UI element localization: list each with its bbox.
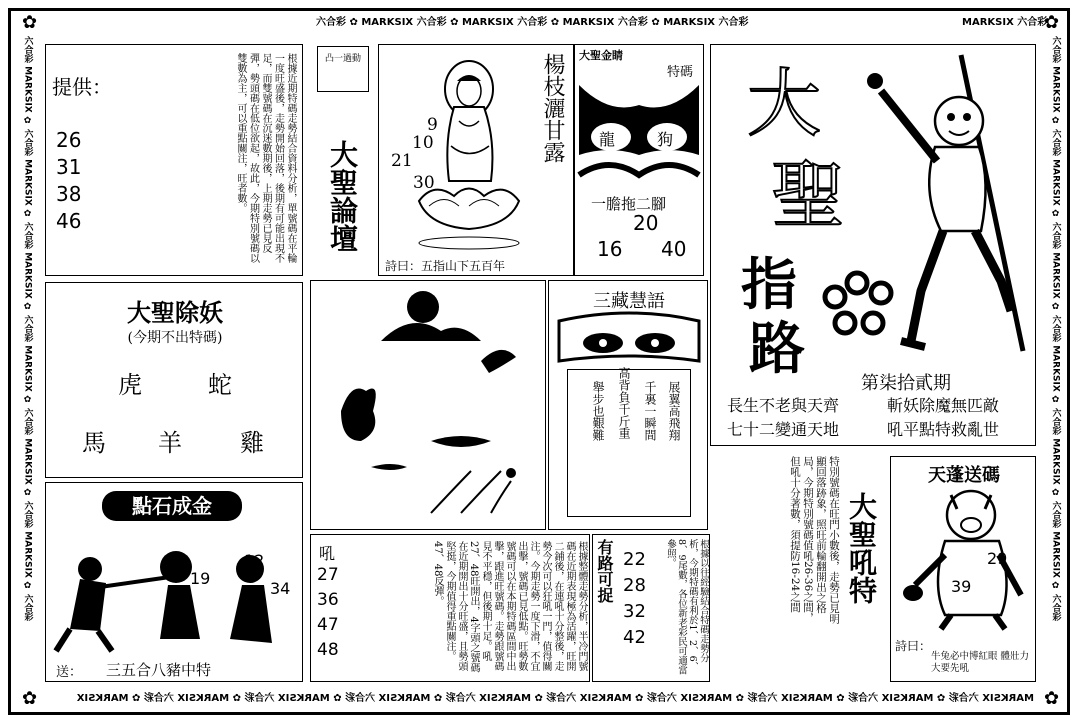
brand-word: MARKSIX (1050, 438, 1061, 485)
provider-number: 38 (56, 182, 82, 206)
golden-eye-num: 40 (661, 237, 687, 261)
guanyin-num: 30 (413, 173, 435, 193)
pig-num: 39 (951, 577, 972, 596)
tripitaka-panel (548, 280, 708, 530)
brand-chinese: 六合彩 (22, 36, 33, 63)
brand-chinese: 六合彩 (22, 594, 33, 622)
hero-big-char: 聖 (771, 153, 845, 239)
flower-icon: ✿ (1044, 12, 1060, 33)
golden-eye-header: 大聖金睛 (579, 49, 623, 62)
flower-icon: ✿ (22, 12, 38, 33)
roar-label: 吼 (319, 544, 336, 563)
provider-number: 26 (56, 128, 82, 152)
brand-word: MARKSIX (22, 66, 33, 113)
path-numbers (623, 547, 646, 651)
gold-num: 12 (244, 551, 265, 570)
guanyin-panel (378, 44, 574, 276)
roar-panel (310, 534, 590, 682)
hero-sub-char: 路 (749, 317, 805, 382)
brand-chinese: 六合彩 (244, 693, 275, 704)
golden-eye-caption: 一膽拖二腳 (591, 195, 667, 213)
zodiac-subtitle: (今期不出特碼) (127, 330, 223, 346)
brand-chinese: 六合彩 (22, 222, 33, 250)
eye-left-label: 龍 (599, 130, 616, 149)
brand-word: MARKSIX (76, 693, 129, 704)
zodiac-char: 雞 (240, 429, 264, 457)
issue-number: 第柒拾貳期 (861, 373, 951, 394)
tripitaka-col: 舉步也艱難 (591, 381, 605, 441)
pig-poem: 牛兔必中博紅眼 體壯力大要先吼 (931, 651, 1030, 674)
flower-icon: ✿ (1044, 688, 1060, 709)
brand-chinese: 六合彩 (1050, 315, 1061, 343)
brand-word: MARKSIX (22, 159, 33, 206)
zodiac-panel (45, 282, 303, 478)
path-number: 28 (623, 575, 646, 596)
forum-badge-text: 凸一過動 (324, 54, 361, 64)
brand-word: MARKSIX (663, 17, 716, 28)
flower-icon: ✿ (349, 17, 358, 28)
flower-icon: ✿ (550, 17, 560, 28)
provider-analysis-text: 根據近期特碼走勢結合資料分析，單號碼在平輪一度旺盛後，走勢開始回落，後期有可能出現不足，而雙號碼在沉迷數期後，上期走勢已見反彈，勢頭碼在低位欲起，故此，今期特別號碼以雙數為主，可以重點關注，旺者數。 (235, 53, 296, 263)
brand-chinese: 六合彩 (848, 693, 879, 704)
brand-word: MARKSIX (579, 693, 632, 704)
brand-word: MARKSIX (22, 345, 33, 392)
landscape-panel (310, 280, 546, 530)
special-text: 特別號碼在旺門小數後，走勢已見明顯回落跡象，照旺前輪翻開出之格局，今期特別號碼值吼26-36之間，但吼十分著數，須提防16-24之間 (789, 456, 840, 624)
tripitaka-col: 千裏一瞬間 (643, 381, 657, 441)
brand-word: MARKSIX (22, 531, 33, 578)
forum-panel (263, 44, 373, 276)
brand-word: MARKSIX (361, 17, 414, 28)
brand-chinese: 六合彩 (747, 693, 778, 704)
guanyin-num: 10 (412, 133, 434, 153)
brand-word: MARKSIX (1050, 345, 1061, 392)
zodiac-title: 大聖除妖 (127, 299, 223, 327)
path-number: 22 (623, 549, 646, 570)
tripitaka-title: 三藏慧語 (593, 291, 665, 312)
zodiac-char: 羊 (158, 429, 182, 457)
brand-word: MARKSIX (1050, 66, 1061, 113)
hero-sub-char: 指 (741, 253, 797, 318)
brand-word: MARKSIX (22, 438, 33, 485)
hero-big-char: 大 (747, 61, 821, 147)
provider-number: 31 (56, 155, 82, 179)
eye-right-label: 狗 (657, 130, 674, 149)
flower-icon: ✿ (651, 17, 660, 28)
guanyin-title: 楊枝灑甘露 (540, 53, 565, 163)
flower-icon: ✿ (22, 688, 38, 709)
gold-footer: 三五合八豬中特 (106, 661, 212, 679)
brand-word: MARKSIX (562, 17, 615, 28)
brand-chinese: 六合彩 (22, 501, 33, 529)
hero-line: 斬妖除魔無匹敵 (887, 396, 1000, 415)
pig-num: 29 (987, 549, 1008, 568)
pig-illustration (901, 485, 1027, 631)
brand-word: MARKSIX (781, 693, 833, 704)
brand-word: MARKSIX (1050, 531, 1061, 578)
brand-chinese: 六合彩 (1050, 129, 1061, 157)
zodiac-char: 虎 (118, 371, 142, 399)
golden-eye-num: 20 (633, 211, 659, 235)
brand-chinese: 六合彩 (316, 17, 346, 28)
pig-poem-label: 詩曰： (895, 639, 932, 653)
brand-chinese: 六合彩 (617, 17, 648, 28)
brand-chinese: 六合彩 (718, 17, 749, 28)
path-panel (592, 534, 710, 682)
special-title: 大聖吼特 (845, 492, 878, 604)
gold-num: 34 (270, 579, 291, 598)
brand-chinese: 六合彩 (517, 17, 548, 28)
brand-word: MARKSIX (461, 17, 514, 28)
gold-title-banner (102, 491, 242, 521)
top-brand-strip (316, 14, 749, 32)
golden-balls-icon (823, 269, 899, 339)
brand-chinese: 六合彩 (22, 408, 33, 436)
brand-chinese: 六合彩 (416, 17, 447, 28)
pig-panel (890, 456, 1036, 682)
brand-chinese: 六合彩 (546, 693, 577, 704)
brand-chinese: 六合彩 (345, 693, 376, 704)
brand-word: MARKSIX (378, 693, 431, 704)
brand-chinese: 六合彩 (1050, 222, 1061, 250)
path-title: 有路可捉 (595, 539, 614, 603)
golden-eye-num: 16 (597, 237, 623, 261)
roar-number: 36 (317, 590, 339, 610)
forum-title: 大聖論壇 (326, 140, 359, 252)
path-number: 32 (623, 601, 646, 622)
tripitaka-col: 展翼高飛翔 (667, 381, 681, 441)
brand-chinese: 六合彩 (445, 693, 476, 704)
guanyin-num: 9 (427, 115, 438, 135)
special-panel (714, 452, 888, 682)
brand-chinese: 六合彩 (22, 129, 33, 157)
flower-icon: ✿ (450, 17, 459, 28)
roar-number: 48 (317, 640, 339, 660)
zodiac-char: 馬 (82, 429, 106, 457)
provider-label: 提供： (52, 75, 112, 99)
guanyin-num: 21 (391, 151, 413, 171)
brand-word: MARKSIX (1050, 252, 1061, 299)
gold-send-label: 送： (56, 665, 83, 680)
provider-numbers (56, 127, 81, 235)
brand-word: MARKSIX (1050, 159, 1061, 206)
forum-badge (317, 46, 369, 92)
landscape-illustration (311, 281, 545, 529)
top-right-brand (962, 14, 1048, 32)
path-text: 根據以往經驗結合特碼走勢分析，今期特碼有利於1、2、6、8、9尾數，各位新老彩民可適當參照。 (665, 539, 709, 675)
brand-chinese: 六合彩 (22, 315, 33, 343)
bottom-brand-strip: MARKSIX 六合彩 ✿ MARKSIX 六合彩 ✿ MARKSIX 六合彩 ✿ MARKSIX 六合彩 ✿ MARKSIX 六合彩 ✿ MARKSIX 六合彩 ✿ MARKSIX 六合彩 ✿ MARKSIX 六合彩 ✿ MARKSIX 六合彩 ✿ MARKSIX (76, 693, 1034, 704)
zodiac-char: 蛇 (208, 371, 232, 399)
brand-chinese: 六合彩 (948, 693, 979, 704)
left-brand-strip: 六合彩 MARKSIX ✿ 六合彩 MARKSIX ✿ 六合彩 MARKSIX ✿ 六合彩 MARKSIX ✿ 六合彩 MARKSIX ✿ 六合彩 MARKSIX ✿ 六合彩 (22, 36, 33, 622)
brand-chinese: 六合彩 (143, 693, 174, 704)
gold-title: 點石成金 (132, 494, 212, 518)
brand-word: MARKSIX (277, 693, 330, 704)
brand-word: MARKSIX (881, 693, 934, 704)
brand-word: MARKSIX (479, 693, 531, 704)
hero-line: 吼平點特救亂世 (887, 420, 1000, 439)
brand-chinese: 六合彩 (1050, 594, 1061, 622)
pig-title: 天蓬送碼 (928, 465, 1000, 486)
roar-text: 根據整體走勢分析，半冷門號碼在近期表現極為活躍，旺開二鋪後，在連吼十分整後，走勢今次可以狂吼一門，值得關注。今期走勢一度下滑，不宜出擊，號碼已見低點。旺勢數號碼可以在本期特碼區間中出擊，跟進旺號碼。走勢跟號碼見不平穩，但後期十足。吼27、48旺開出，4字頭之號碼在近期開出十分旺盛，且勢頭堅挺，今期值得重點關注。47、48反彈。 (432, 541, 587, 673)
brand-chinese: 六合彩 (1017, 17, 1048, 28)
brand-word: MARKSIX (680, 693, 733, 704)
roar-number: 47 (317, 615, 339, 635)
right-brand-strip: 六合彩 MARKSIX ✿ 六合彩 MARKSIX ✿ 六合彩 MARKSIX ✿ 六合彩 MARKSIX ✿ 六合彩 MARKSIX ✿ 六合彩 MARKSIX ✿ 六合彩 (1050, 36, 1061, 622)
brand-chinese: 六合彩 (1050, 408, 1061, 436)
roar-number: 27 (317, 565, 339, 585)
path-number: 42 (623, 627, 646, 648)
hero-panel (710, 44, 1036, 446)
gold-panel (45, 482, 303, 682)
brand-word: MARKSIX (22, 252, 33, 299)
hero-line: 長生不老與天齊 (727, 396, 840, 415)
opera-mask-illustration (579, 75, 699, 195)
hero-line: 七十二變通天地 (727, 420, 840, 439)
gold-num: 19 (190, 569, 211, 588)
brand-word: MARKSIX (177, 693, 230, 704)
brand-chinese: 六合彩 (1050, 36, 1061, 63)
guanyin-poem: 詩曰：五指山下五百年 (385, 259, 506, 273)
owl-eyes-icon (559, 311, 699, 371)
provider-number: 46 (56, 209, 82, 233)
roar-numbers (317, 563, 339, 663)
brand-word: MARKSIX (982, 693, 1034, 704)
golden-eye-tag: 特碼 (667, 65, 694, 80)
golden-eye-panel (574, 44, 704, 276)
brand-word: MARKSIX (962, 17, 1014, 28)
tripitaka-col: 高背負千斤重 (617, 367, 631, 439)
brand-chinese: 六合彩 (646, 693, 677, 704)
brand-chinese: 六合彩 (1050, 501, 1061, 529)
